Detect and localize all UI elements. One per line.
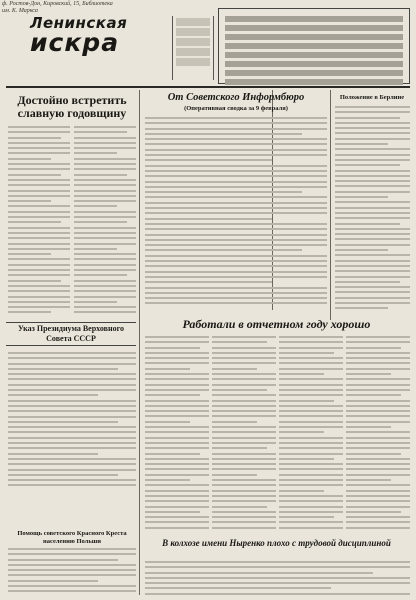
work-text-col3: [279, 336, 343, 534]
appeal-line: [225, 61, 403, 67]
date-line: [176, 38, 210, 46]
stamp-line-1: ф. Ростов-Дон, Кировский, 15, Библиотека: [2, 1, 113, 7]
stamp-line-2: им. К. Маркса: [2, 8, 38, 14]
masthead-logo: [30, 14, 170, 56]
front-appeal-box: [218, 8, 410, 84]
appeal-line: [225, 52, 403, 58]
date-line: [176, 48, 210, 56]
anniversary-text-col1: [8, 126, 70, 316]
work-text-col2: [212, 336, 276, 534]
date-line: [176, 28, 210, 36]
berlin-text: [335, 106, 410, 316]
red-cross-headline: Помощь советского Красного Креста населению Польши: [17, 530, 127, 545]
work-headline: Работали в отчетном году хорошо: [182, 317, 371, 331]
date-line: [176, 18, 210, 26]
sovinformburo-subheadline: (Оперативная сводка за 9 февраля): [184, 105, 288, 112]
appeal-line: [225, 43, 403, 49]
library-stamp: [2, 1, 113, 15]
logo-line-2: искра: [30, 28, 120, 57]
kolkhoz-headline: В колхозе имени Ныренко плохо с трудовой дисциплиной: [162, 538, 391, 548]
masthead-divider: [6, 86, 410, 88]
work-text-col1: [145, 336, 209, 534]
appeal-line: [225, 70, 403, 76]
anniversary-text-col2: [74, 126, 136, 316]
decree-headline: Указ Президиума Верховного Совета СССР: [6, 322, 136, 346]
column-divider: [139, 90, 140, 595]
appeal-line: [225, 34, 403, 40]
sovinformburo-text: [145, 117, 327, 313]
work-text-col4: [346, 336, 410, 534]
date-line: [176, 58, 210, 66]
appeal-line: [225, 79, 403, 85]
anniversary-headline: Достойно встретить славную годовщину: [17, 93, 127, 120]
berlin-headline: Положение в Берлине: [339, 94, 405, 101]
sovinformburo-headline: От Советского Информбюро: [167, 92, 305, 103]
kolkhoz-text: [145, 561, 410, 597]
red-cross-text: [8, 548, 136, 596]
issue-date-box: [172, 16, 214, 80]
appeal-line: [225, 25, 403, 31]
decree-text: [8, 352, 136, 494]
appeal-line: [225, 16, 403, 22]
logo-line-1: Ленинская: [30, 14, 128, 32]
column-divider: [330, 90, 331, 320]
